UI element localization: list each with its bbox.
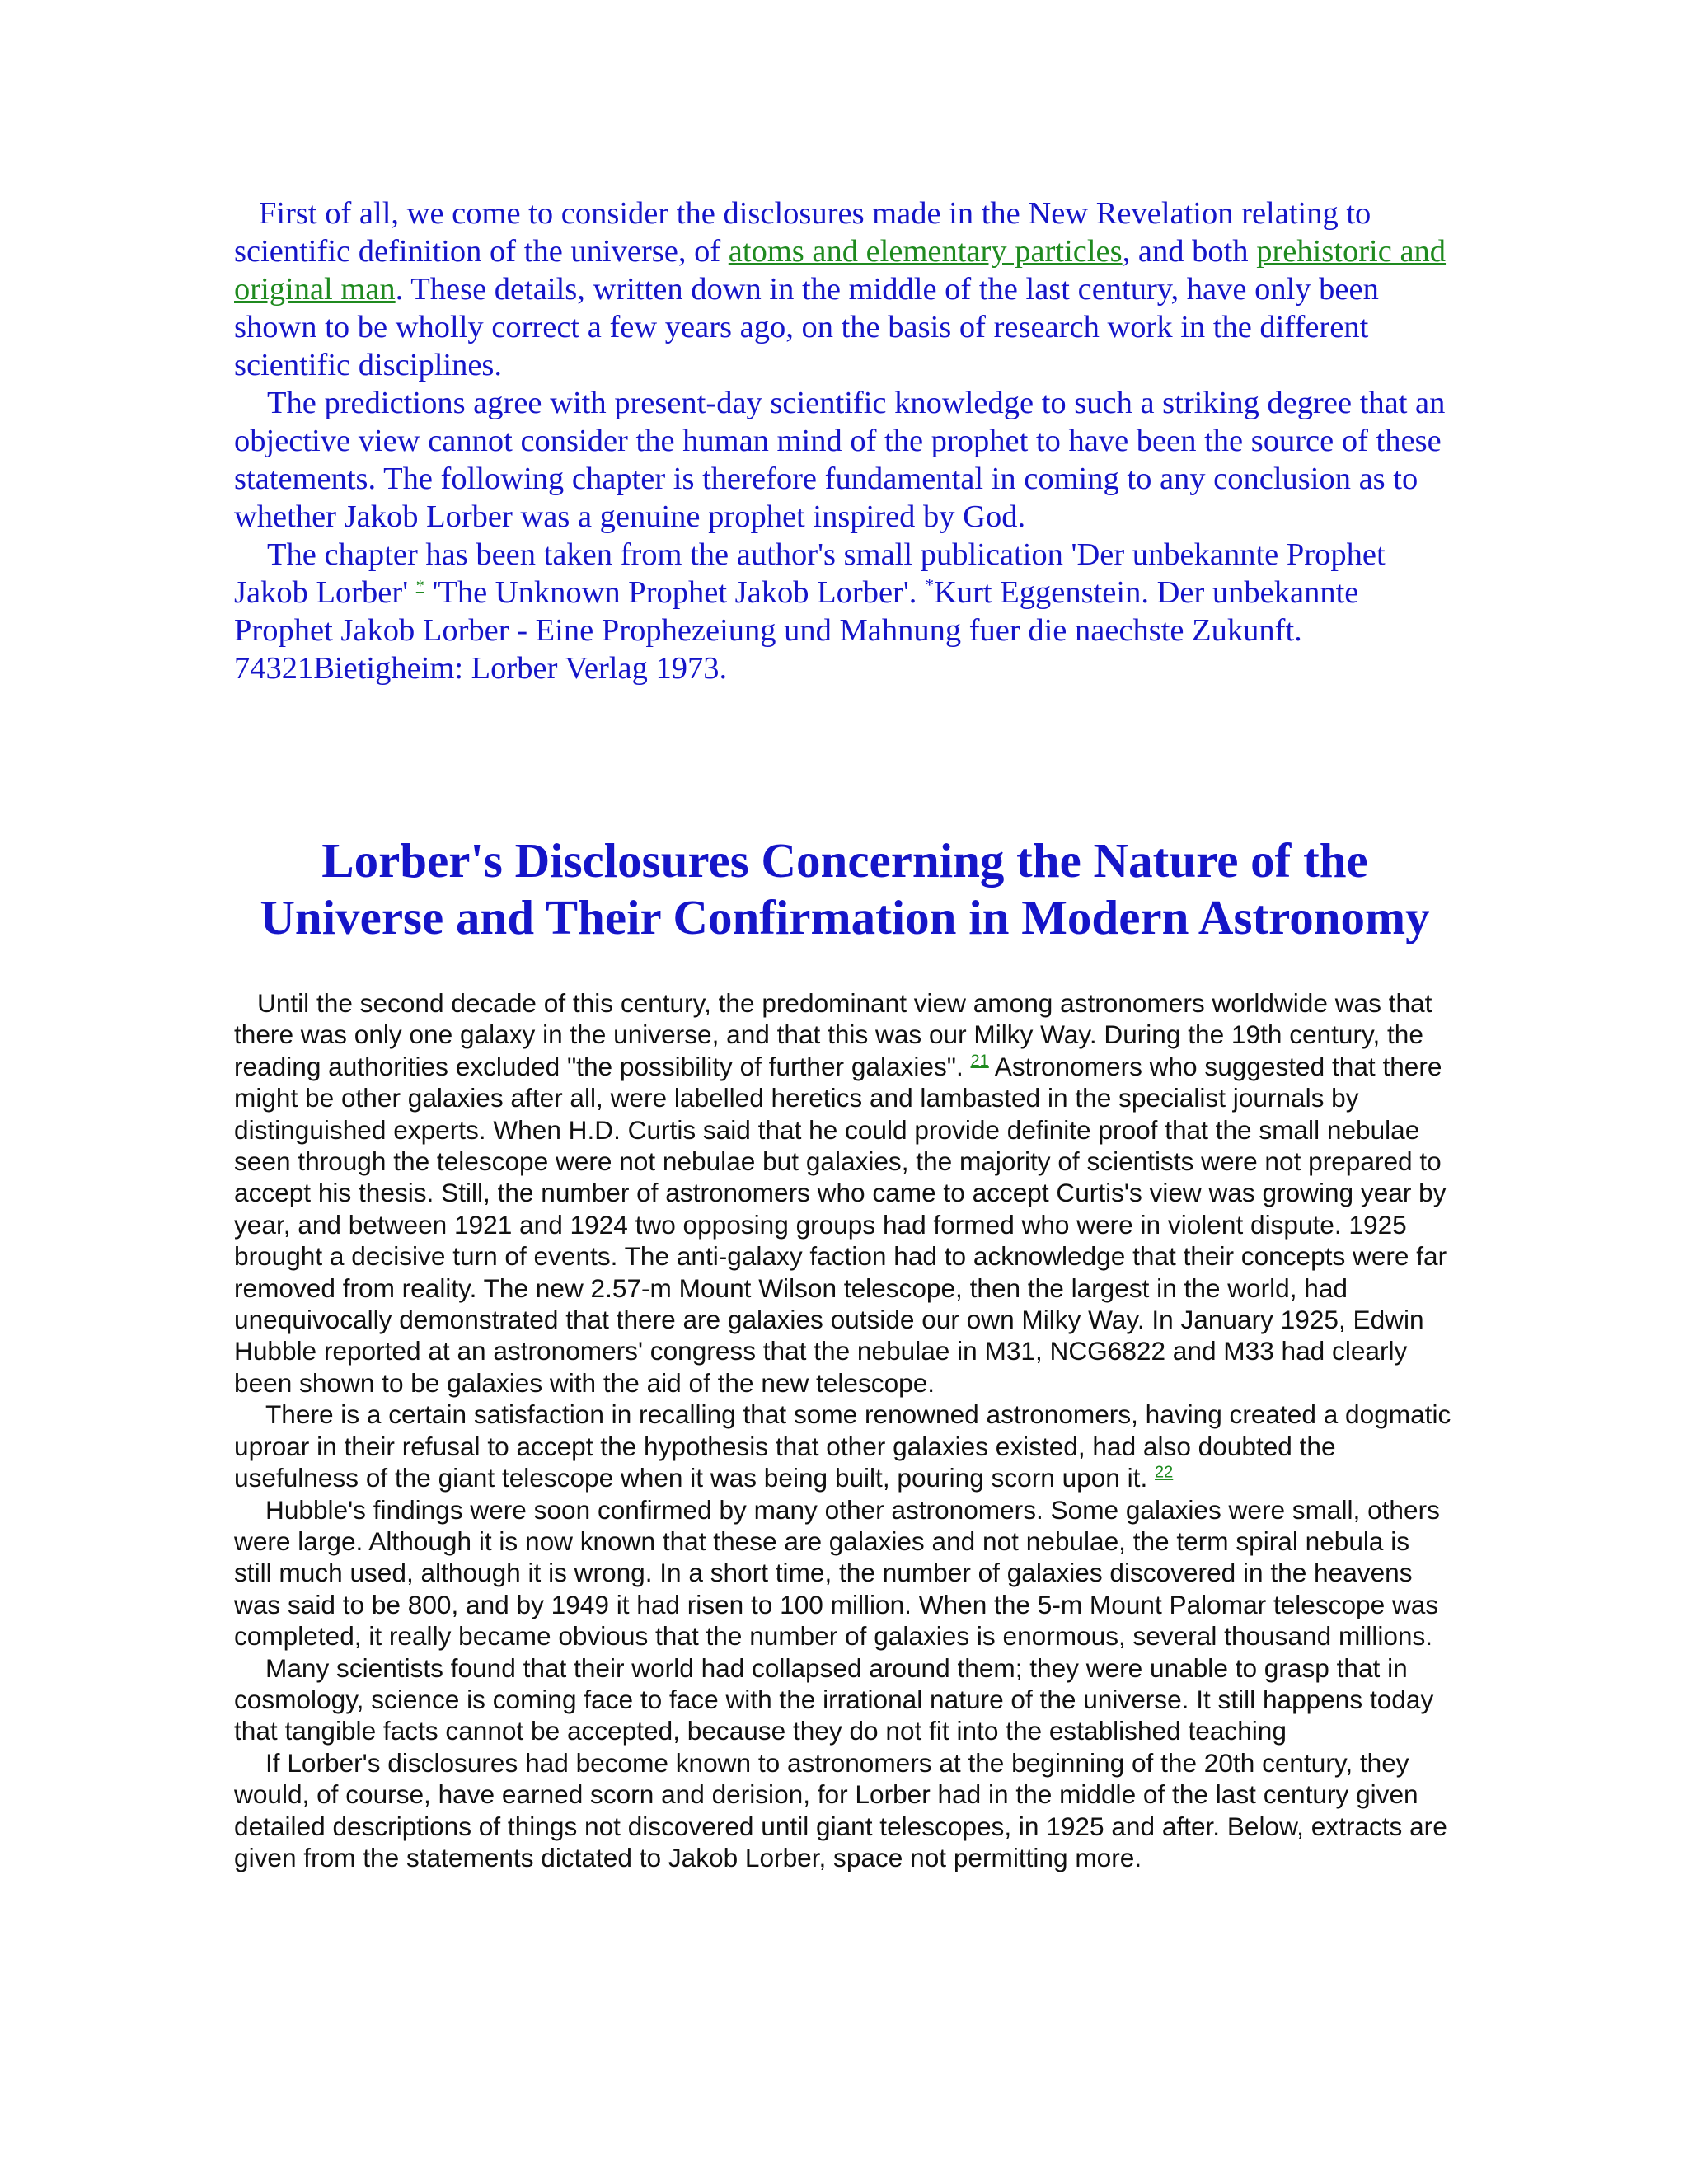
intro-p3-text-middle: 'The Unknown Prophet Jakob Lorber'.	[424, 575, 926, 610]
chapter-heading	[181, 832, 1508, 946]
intro-p1-text-start: First of all, we come to consider the disclosures made in the New Revelation relating to scientific definition of the universe, of	[234, 196, 1372, 269]
citation-star: *	[925, 574, 935, 596]
heading-line-2: Universe and Their Confirmation in Modern Astronomy	[260, 890, 1430, 944]
body-p1-text-start: Until the second decade of this century, the predominant view among astronomers worldwide was that there was only one galaxy in the universe, and that this was our Milky Way. During the 19th century, the reading authorities excluded "the possibility of further galaxies".	[234, 988, 1432, 1081]
intro-p3-citation: Kurt Eggenstein. Der unbekannte Prophet Jakob Lorber - Eine Prophezeiung und Mahnung fuer die naechste Zukunft. 74321Bietigheim: Lorber Verlag 1973.	[234, 575, 1359, 686]
chapter-body	[234, 987, 1454, 1873]
body-paragraph-5: If Lorber's disclosures had become known to astronomers at the beginning of the 20th century, they would, of course, have earned scorn and derision, for Lorber had in the middle of the last century given detailed descriptions of things not discovered until giant telescopes, in 1925 and after. Below, extracts are given from the statements dictated to Jakob Lorber, space not permitting more.	[234, 1747, 1447, 1872]
footnote-21-link[interactable]: 21	[970, 1052, 989, 1071]
intro-paragraph-2: The predictions agree with present-day scientific knowledge to such a striking degree that an objective view cannot consider the human mind of the prophet to have been the source of these statements. The following chapter is therefore fundamental in coming to any conclusion as to whether Jakob Lorber was a genuine prophet inspired by God.	[234, 386, 1446, 534]
footnote-star-marker	[416, 577, 424, 595]
footnote-22-link[interactable]: 22	[1155, 1463, 1174, 1482]
intro-paragraph-1	[234, 194, 1454, 384]
intro-p1-text-middle: , and both	[1122, 234, 1257, 269]
intro-paragraph-3	[234, 536, 1454, 687]
body-paragraph-2	[234, 1399, 1454, 1493]
intro-section	[234, 194, 1454, 687]
footnote-22-marker	[1155, 1464, 1173, 1482]
intro-p1-text-end: . These details, written down in the middle of the last century, have only been shown to be wholly correct a few years ago, on the basis of research work in the different scientific disciplines.	[234, 272, 1379, 382]
body-paragraph-4: Many scientists found that their world had collapsed around them; they were unable to grasp that in cosmology, science is coming face to face with the irrational nature of the universe. It still happens today that tangible facts cannot be accepted, because they do not fit into the established teaching	[234, 1652, 1434, 1746]
body-p1-text-end: Astronomers who suggested that there might be other galaxies after all, were labelled heretics and lambasted in the specialist journals by distinguished experts. When H.D. Curtis said that he could provide definite proof that the small nebulae seen through the telescope were not nebulae but galaxies, the majority of scientists were not prepared to accept his thesis. Still, the number of astronomers who came to accept Curtis's view was growing year by year, and between 1921 and 1924 two opposing groups had formed who were in violent dispute. 1925 brought a decisive turn of events. The anti-galaxy faction had to acknowledge that their concepts were far removed from reality. The new 2.57-m Mount Wilson telescope, then the largest in the world, had unequivocally demonstrated that there are galaxies outside our own Milky Way. In January 1925, Edwin Hubble reported at an astronomers' congress that the nebulae in M31, NCG6822 and M33 had clearly been shown to be galaxies with the aid of the new telescope.	[234, 1051, 1447, 1398]
footnote-21-marker	[971, 1052, 989, 1070]
intro-p3-text-start: The chapter has been taken from the author's small publication 'Der unbekannte Prophet Jakob Lorber'	[234, 537, 1386, 610]
atoms-particles-link[interactable]: atoms and elementary particles	[728, 234, 1123, 269]
heading-line-1: Lorber's Disclosures Concerning the Nature of the	[321, 833, 1368, 888]
footnote-star-link[interactable]: *	[415, 577, 424, 596]
prehistoric-man-link[interactable]: prehistoric and original man	[234, 234, 1447, 307]
body-paragraph-1	[234, 987, 1454, 1399]
body-p2-text: There is a certain satisfaction in recalling that some renowned astronomers, having created a dogmatic uproar in their refusal to accept the hypothesis that other galaxies existed, had also doubted the usefulness of the giant telescope when it was being built, pouring scorn upon it.	[234, 1399, 1451, 1493]
body-paragraph-3: Hubble's findings were soon confirmed by many other astronomers. Some galaxies were small, others were large. Although it is now known that these are galaxies and not nebulae, the term spiral nebula is still much used, although it is wrong. In a short time, the number of galaxies discovered in the heavens was said to be 800, and by 1949 it had risen to 100 million. When the 5-m Mount Palomar telescope was completed, it really became obvious that the number of galaxies is enormous, several thousand millions.	[234, 1494, 1440, 1652]
